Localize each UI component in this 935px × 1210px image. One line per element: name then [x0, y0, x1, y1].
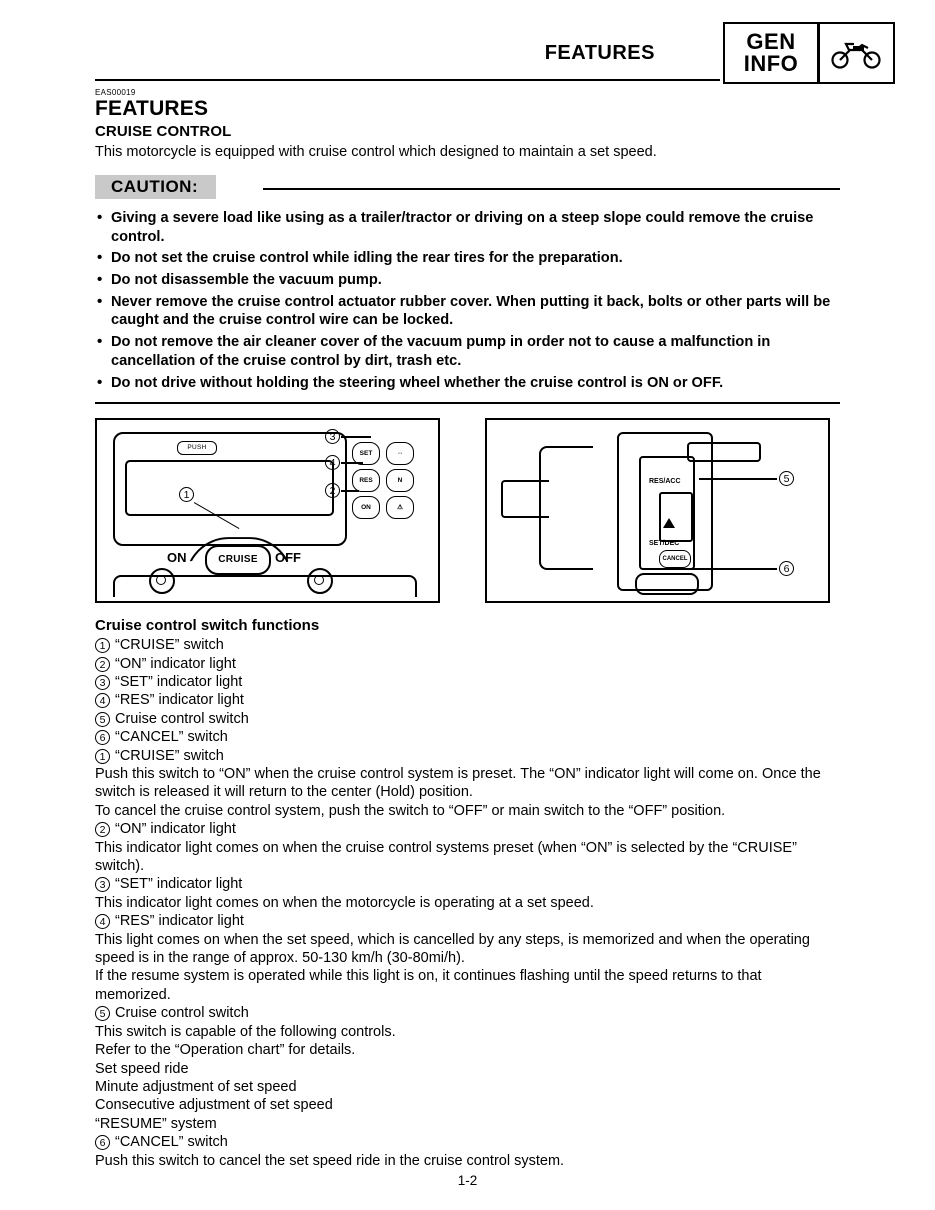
detail-paragraph: Push this switch to cancel the set speed ride in the cruise control system. [95, 1152, 565, 1169]
page-title: FEATURES [95, 97, 209, 120]
page-footer: 1-2 [457, 1173, 478, 1188]
gen-info-tab [723, 22, 895, 84]
item-number: 3 [95, 877, 110, 892]
item-number: 6 [95, 1135, 110, 1150]
detail-heading [95, 1004, 840, 1022]
detail-paragraph: This indicator light comes on when the motorcycle is operating at a set speed. [95, 894, 594, 911]
gen-info-label [725, 24, 817, 82]
panel-bottom-edge [113, 575, 417, 597]
handlebar-grip [687, 442, 761, 462]
header-rule [95, 79, 720, 81]
function-item [95, 655, 840, 673]
detail-paragraph: This light comes on when the set speed, which is cancelled by any steps, is memorized and when the operating speed is in the range of approx. 50-130 km/h (30-80mi/h). [95, 931, 810, 967]
caution-item: • Never remove the cruise control actuator rubber cover. When putting it back, bolts or other parts will be caught and the cruise control wire can be locked. [95, 293, 840, 330]
callout-5: 5 [779, 470, 794, 486]
detail-paragraph: Refer to the “Operation chart” for details. [95, 1042, 356, 1059]
detail-paragraph: To cancel the cruise control system, push the switch to “OFF” or main switch to the “OFF” position. [95, 802, 726, 819]
intro-paragraph: This motorcycle is equipped with cruise control which designed to maintain a set speed. [95, 144, 657, 160]
caution-item: • Giving a severe load like using as a trailer/tractor or driving on a steep slope could remove the cruise control. [95, 209, 840, 246]
caution-item: • Do not drive without holding the steering wheel whether the cruise control is ON or OFF. [95, 374, 840, 393]
callout-2: 2 [325, 482, 340, 498]
detail-paragraph: Consecutive adjustment of set speed [95, 1097, 333, 1114]
item-label: “RES” indicator light [115, 692, 244, 709]
item-label: “ON” indicator light [115, 821, 236, 838]
res-acc-rocker [659, 492, 693, 542]
detail-paragraph: Push this switch to “ON” when the cruise control system is preset. The “ON” indicator light will come on. Once the switch is released it will return to the center (Hold) position. [95, 766, 821, 801]
detail-paragraph: This indicator light comes on when the cruise control systems preset (when “ON” is selected by the “CRUISE” switch). [95, 839, 797, 875]
on-label: ON [167, 550, 187, 566]
indicator-res: RES [352, 469, 380, 492]
switch-face [639, 456, 695, 570]
indicator-set: SET [352, 442, 380, 465]
item-number: 5 [95, 1006, 110, 1021]
off-label: OFF [275, 550, 301, 566]
item-label: “CANCEL” switch [115, 729, 228, 746]
item-label: “CRUISE” switch [115, 637, 224, 654]
warning-triangle-icon [663, 518, 675, 528]
gen-info-line2: INFO [743, 51, 799, 76]
caution-item: • Do not remove the air cleaner cover of the vacuum pump in order not to cause a malfunction in cancellation of the cruise control by dirt, trash etc. [95, 333, 840, 370]
callout-5-leader [699, 478, 777, 479]
item-label: “SET” indicator light [115, 876, 243, 893]
eas-code: EAS00019 [95, 88, 136, 97]
callout-3-leader [341, 436, 371, 437]
figure-row [95, 418, 840, 603]
item-label: “ON” indicator light [115, 655, 236, 672]
motorcycle-icon [820, 24, 894, 82]
caution-label: CAUTION: [95, 175, 216, 199]
caution-block [95, 175, 840, 199]
figure-handlebar-switch [485, 418, 830, 603]
callout-3: 3 [325, 428, 340, 444]
push-button-label: PUSH [177, 441, 217, 455]
res-acc-label: RES/ACC [649, 478, 681, 486]
item-label: “CANCEL” switch [115, 1134, 228, 1151]
item-number: 1 [95, 638, 110, 653]
item-number: 2 [95, 822, 110, 837]
detail-paragraph: “RESUME” system [95, 1115, 217, 1132]
detail-paragraph: If the resume system is operated while this light is on, it continues flashing until the speed returns to that memorized. [95, 968, 762, 1003]
function-item [95, 710, 840, 728]
detail-heading [95, 912, 840, 930]
function-item [95, 636, 840, 654]
meter-housing [113, 432, 347, 546]
figure-meter-panel [95, 418, 440, 603]
page-content [95, 88, 840, 1170]
meter-display [125, 460, 334, 516]
caution-item: • Do not disassemble the vacuum pump. [95, 271, 840, 290]
function-item [95, 728, 840, 746]
item-number: 3 [95, 675, 110, 690]
item-label: “RES” indicator light [115, 913, 244, 930]
item-label: “CRUISE” switch [115, 747, 224, 764]
set-dec-label: SET/DEC [649, 540, 680, 548]
item-number: 6 [95, 730, 110, 745]
callout-2-leader [341, 490, 359, 491]
item-label: Cruise control switch [115, 710, 249, 727]
caution-item: • Do not set the cruise control while idling the rear tires for the preparation. [95, 249, 840, 268]
item-number: 4 [95, 693, 110, 708]
callout-6-leader [673, 568, 777, 569]
indicator-on: ON [352, 496, 380, 519]
detail-paragraph: Minute adjustment of set speed [95, 1078, 297, 1095]
functions-heading: Cruise control switch functions [95, 617, 320, 635]
item-number: 2 [95, 657, 110, 672]
caution-list [95, 209, 840, 392]
detail-paragraph: Set speed ride [95, 1060, 189, 1077]
item-number: 1 [95, 749, 110, 764]
detail-paragraph: This switch is capable of the following controls. [95, 1023, 396, 1040]
callout-4: 4 [325, 454, 340, 470]
indicator-arrows: ⇔ [386, 442, 414, 465]
indicator-n: N [386, 469, 414, 492]
callout-6: 6 [779, 560, 794, 576]
callout-4-leader [341, 462, 363, 463]
page-header [95, 22, 895, 82]
detail-heading [95, 820, 840, 838]
indicator-button-cluster [352, 442, 426, 520]
item-label: “SET” indicator light [115, 673, 243, 690]
item-number: 4 [95, 914, 110, 929]
caution-rule-bottom [95, 402, 840, 404]
gen-info-line1: GEN [746, 28, 796, 54]
function-item [95, 673, 840, 691]
switch-bracket [539, 446, 593, 570]
detail-heading [95, 875, 840, 893]
function-item [95, 691, 840, 709]
item-label: Cruise control switch [115, 1005, 249, 1022]
cancel-button: CANCEL [659, 550, 691, 568]
lower-knob [635, 573, 699, 595]
caution-rule-top [263, 188, 840, 190]
indicator-warning: ⚠ [386, 496, 414, 519]
detail-heading [95, 747, 840, 765]
section-title: CRUISE CONTROL [95, 123, 232, 140]
detail-heading [95, 1133, 840, 1151]
item-number: 5 [95, 712, 110, 727]
callout-1: 1 [179, 486, 194, 502]
cruise-switch-knob: CRUISE [205, 545, 271, 575]
header-title: FEATURES [544, 42, 655, 64]
